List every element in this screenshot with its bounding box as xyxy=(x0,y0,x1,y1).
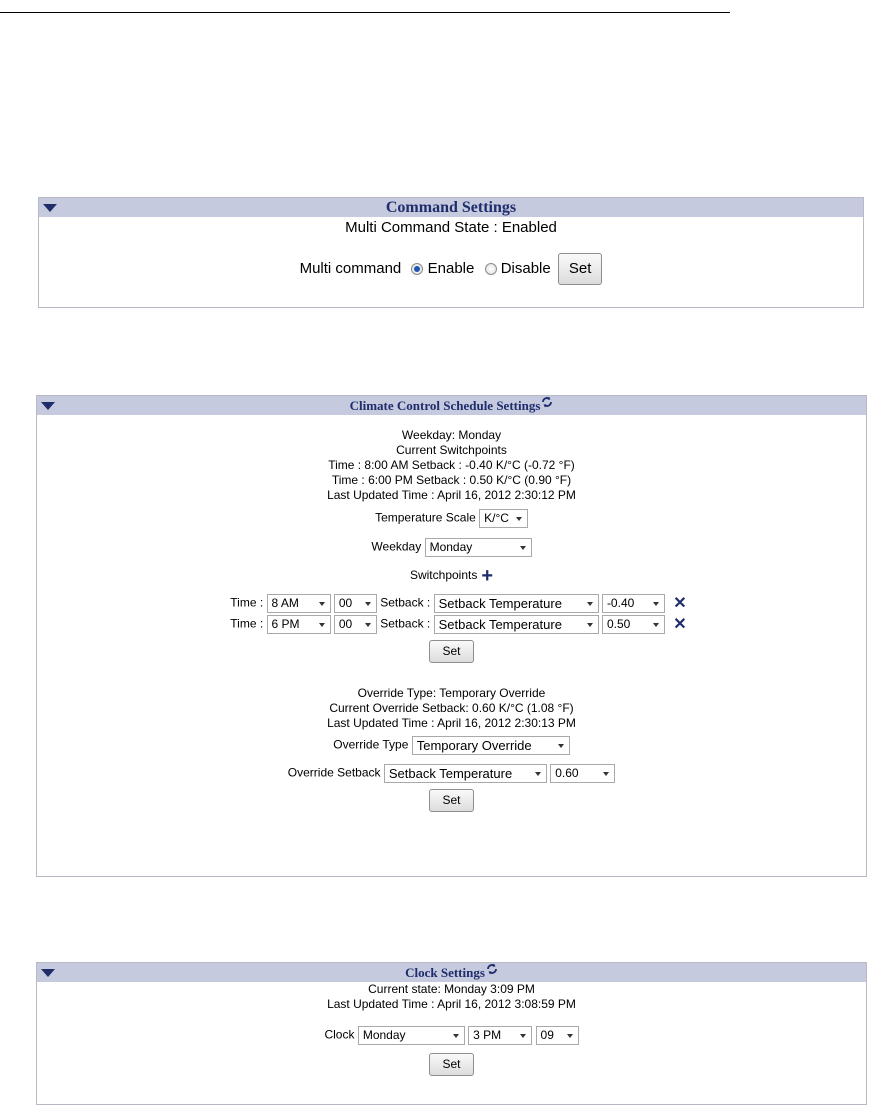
weekday-label: Weekday xyxy=(371,539,422,554)
weekday-select[interactable]: Monday xyxy=(425,538,532,557)
hour-select[interactable]: 6 PM xyxy=(267,615,331,634)
minute-select[interactable]: 00 xyxy=(334,594,377,613)
disable-radio[interactable] xyxy=(485,263,497,275)
clock-minute-select[interactable]: 09 xyxy=(536,1026,579,1045)
collapse-triangle-icon[interactable] xyxy=(41,969,55,977)
override-type-label: Override Type xyxy=(333,737,409,752)
override-setback-label: Override Setback xyxy=(287,765,381,780)
override-setback-value-select[interactable]: 0.60 xyxy=(550,764,615,783)
time-label: Time : xyxy=(230,595,264,610)
time-label: Time : xyxy=(230,616,264,631)
climate-schedule-header xyxy=(37,396,866,415)
override-setback-type-select[interactable]: Setback Temperature xyxy=(384,764,547,783)
clock-settings-header xyxy=(37,963,866,982)
current-switchpoint-2: Time : 6:00 PM Setback : 0.50 K/°C (0.90 °F) xyxy=(331,473,572,487)
current-switchpoint-1: Time : 8:00 AM Setback : -0.40 K/°C (-0.72 °F) xyxy=(328,458,575,472)
top-divider xyxy=(0,12,730,13)
temperature-scale-row xyxy=(37,509,866,528)
override-set-button[interactable]: Set xyxy=(429,789,473,812)
command-settings-header xyxy=(39,198,863,217)
command-settings-title: Command Settings xyxy=(385,199,517,216)
weekday-text: Weekday: Monday xyxy=(401,428,502,442)
setback-type-select[interactable]: Setback Temperature xyxy=(434,594,599,613)
temperature-scale-label: Temperature Scale xyxy=(375,510,476,525)
switchpoint-row xyxy=(37,594,866,613)
override-last-updated: Last Updated Time : April 16, 2012 2:30:13 PM xyxy=(327,716,576,730)
clock-current-state: Current state: Monday 3:09 PM xyxy=(368,982,535,996)
enable-radio[interactable] xyxy=(411,263,423,275)
clock-row xyxy=(37,1026,866,1045)
setback-value-select[interactable]: 0.50 xyxy=(602,615,665,634)
schedule-last-updated: Last Updated Time : April 16, 2012 2:30:12 PM xyxy=(327,488,576,502)
current-override-text: Current Override Setback: 0.60 K/°C (1.08 °F) xyxy=(329,701,574,715)
collapse-triangle-icon[interactable] xyxy=(41,402,55,410)
switchpoints-label: Switchpoints xyxy=(409,568,478,583)
refresh-icon[interactable] xyxy=(541,396,553,408)
disable-label[interactable]: Disable xyxy=(500,259,551,277)
clock-set-button[interactable]: Set xyxy=(429,1053,473,1076)
multi-command-state: Multi Command State : Enabled xyxy=(345,219,557,236)
multi-command-label: Multi command xyxy=(299,259,402,277)
remove-switchpoint-icon[interactable]: ✕ xyxy=(673,594,687,612)
setback-label: Setback : xyxy=(380,595,431,610)
override-type-text: Override Type: Temporary Override xyxy=(357,686,546,700)
command-set-button[interactable]: Set xyxy=(558,253,603,285)
schedule-set-button[interactable]: Set xyxy=(429,640,473,663)
minute-select[interactable]: 00 xyxy=(334,615,377,634)
current-switchpoints-heading: Current Switchpoints xyxy=(396,443,507,457)
override-type-row xyxy=(37,736,866,755)
clock-label: Clock xyxy=(324,1027,355,1042)
remove-switchpoint-icon[interactable]: ✕ xyxy=(673,615,687,633)
refresh-icon[interactable] xyxy=(486,963,498,975)
clock-hour-select[interactable]: 3 PM xyxy=(468,1026,532,1045)
hour-select[interactable]: 8 AM xyxy=(267,594,331,613)
switchpoint-row xyxy=(37,615,866,634)
climate-schedule-panel xyxy=(36,395,867,877)
clock-settings-title: Clock Settings xyxy=(405,965,485,980)
override-type-select[interactable]: Temporary Override xyxy=(412,736,570,755)
switchpoints-row xyxy=(37,565,866,587)
climate-schedule-title: Climate Control Schedule Settings xyxy=(349,398,541,413)
setback-type-select[interactable]: Setback Temperature xyxy=(434,615,599,634)
enable-label[interactable]: Enable xyxy=(427,259,475,277)
clock-settings-panel xyxy=(36,962,867,1105)
weekday-row xyxy=(37,538,866,557)
setback-label: Setback : xyxy=(380,616,431,631)
temperature-scale-select[interactable]: K/°C xyxy=(479,509,528,528)
clock-last-updated: Last Updated Time : April 16, 2012 3:08:59 PM xyxy=(327,997,576,1011)
setback-value-select[interactable]: -0.40 xyxy=(602,594,665,613)
multi-command-row xyxy=(39,253,863,285)
add-switchpoint-icon[interactable]: + xyxy=(481,565,494,587)
override-setback-row xyxy=(37,764,866,783)
command-settings-panel xyxy=(38,197,864,308)
clock-day-select[interactable]: Monday xyxy=(358,1026,465,1045)
collapse-triangle-icon[interactable] xyxy=(43,204,57,212)
